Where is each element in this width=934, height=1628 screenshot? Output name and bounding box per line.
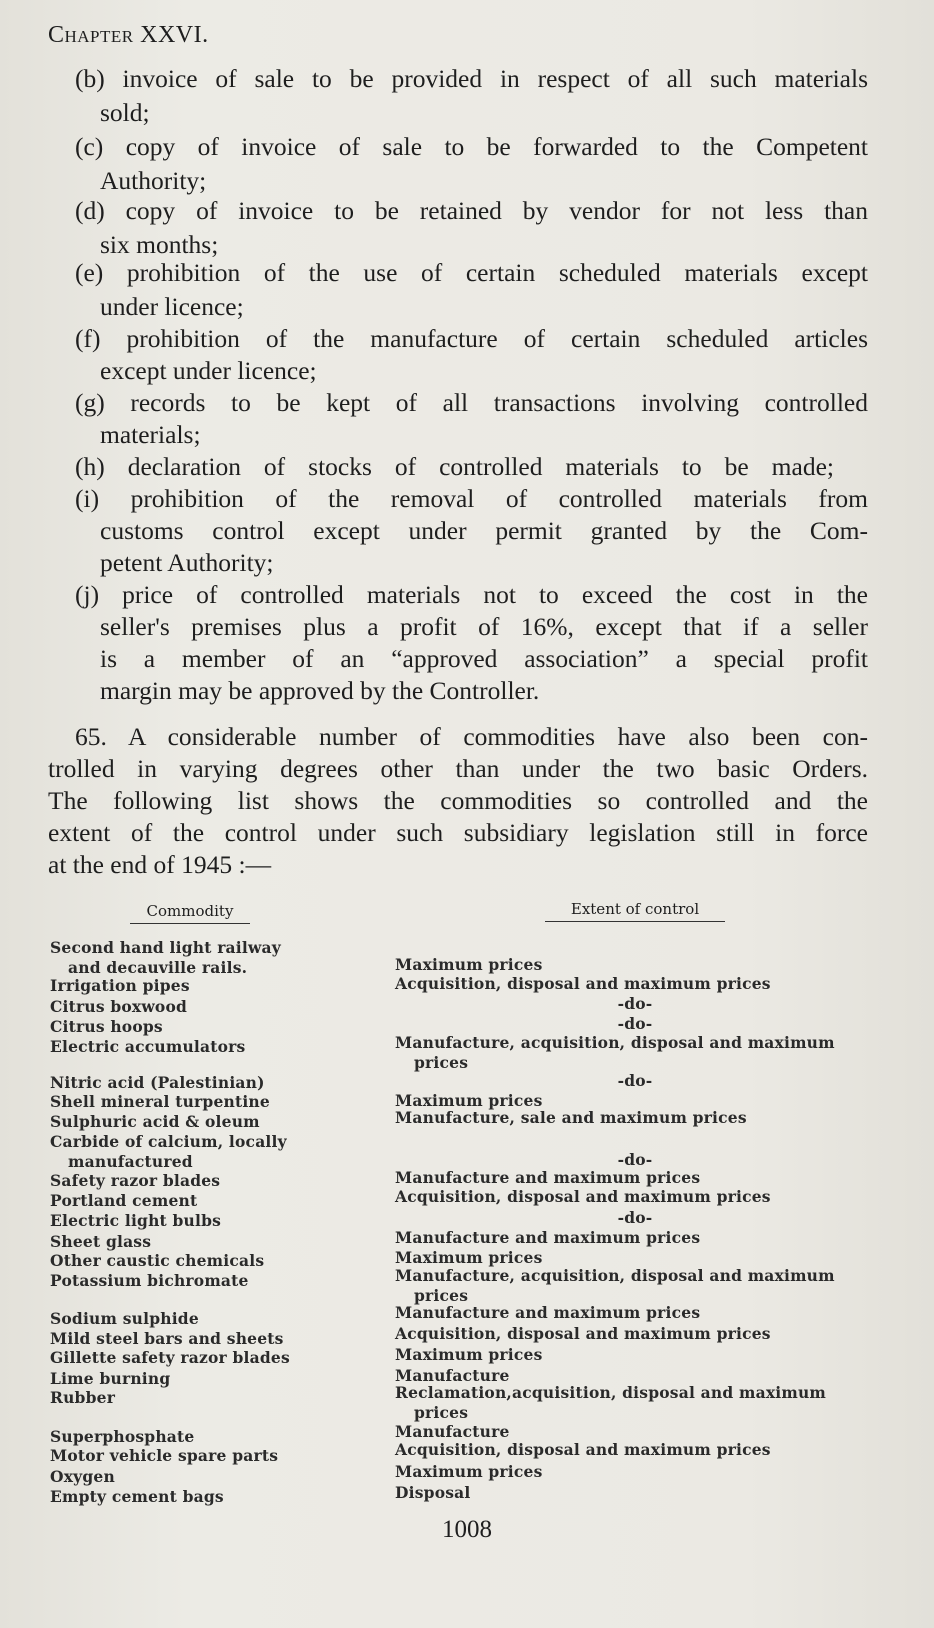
- control-cell: -do-: [617, 1208, 653, 1227]
- page-number: 1008: [442, 1516, 492, 1543]
- chapter-label: Chapter: [48, 22, 134, 48]
- control-cell: Manufacture and maximum prices: [395, 1228, 701, 1247]
- commodity-cell: Shell mineral turpentine: [50, 1092, 270, 1111]
- text-line: (f) prohibition of the manufacture of certain scheduled articles: [75, 324, 868, 353]
- control-cell: prices: [414, 1403, 469, 1422]
- control-cell: Manufacture and maximum prices: [395, 1303, 701, 1322]
- commodity-cell: Motor vehicle spare parts: [50, 1446, 279, 1465]
- text-line: (h) declaration of stocks of controlled materials to be made;: [75, 452, 834, 481]
- column-header: Commodity: [130, 902, 250, 924]
- control-cell: Acquisition, disposal and maximum prices: [395, 1324, 771, 1343]
- text-line: (d) copy of invoice to be retained by vendor for not less than: [75, 196, 868, 225]
- text-line: seller's premises plus a profit of 16%, except that if a seller: [100, 612, 868, 641]
- text-line: under licence;: [100, 292, 244, 321]
- control-cell: Acquisition, disposal and maximum prices: [395, 1440, 771, 1459]
- commodity-cell: Sulphuric acid & oleum: [50, 1112, 260, 1131]
- commodity-cell: Rubber: [50, 1388, 116, 1407]
- control-cell: Manufacture: [395, 1366, 510, 1385]
- text-line: materials;: [100, 420, 201, 449]
- text-line: The following list shows the commodities so controlled and the: [48, 786, 868, 815]
- commodity-cell: Electric accumulators: [50, 1037, 246, 1056]
- control-cell: Acquisition, disposal and maximum prices: [395, 974, 771, 993]
- commodity-cell: Citrus hoops: [50, 1017, 163, 1036]
- text-line: (b) invoice of sale to be provided in respect of all such materials: [75, 64, 868, 93]
- commodity-cell: Safety razor blades: [50, 1171, 221, 1190]
- commodity-cell: Electric light bulbs: [50, 1211, 222, 1230]
- text-line: (g) records to be kept of all transactions involving controlled: [75, 388, 868, 417]
- commodity-cell: Empty cement bags: [50, 1487, 224, 1506]
- control-cell: Acquisition, disposal and maximum prices: [395, 1187, 771, 1206]
- commodity-cell: Potassium bichromate: [50, 1271, 249, 1290]
- commodity-cell: Second hand light railway: [50, 938, 281, 957]
- commodity-cell: Mild steel bars and sheets: [50, 1329, 284, 1348]
- text-line: petent Authority;: [100, 548, 274, 577]
- text-line: Authority;: [100, 166, 207, 195]
- text-line: sold;: [100, 98, 150, 127]
- text-line: trolled in varying degrees other than under the two basic Orders.: [48, 754, 868, 783]
- text-line: (e) prohibition of the use of certain scheduled materials except: [75, 258, 868, 287]
- commodity-cell: Superphosphate: [50, 1427, 195, 1446]
- chapter-number: XXVI.: [140, 22, 209, 48]
- column-header: Extent of control: [545, 900, 725, 922]
- control-cell: Maximum prices: [395, 1248, 543, 1267]
- commodity-cell: Nitric acid (Palestinian): [50, 1073, 265, 1092]
- text-line: six months;: [100, 230, 219, 259]
- commodity-cell: Other caustic chemicals: [50, 1251, 265, 1270]
- control-cell: -do-: [617, 1071, 653, 1090]
- commodity-cell: Lime burning: [50, 1369, 171, 1388]
- commodity-cell: Portland cement: [50, 1191, 198, 1210]
- commodity-cell: Citrus boxwood: [50, 997, 188, 1016]
- commodity-cell: and decauville rails.: [68, 958, 248, 977]
- control-cell: prices: [414, 1053, 469, 1072]
- control-cell: Maximum prices: [395, 955, 543, 974]
- text-line: except under licence;: [100, 356, 317, 385]
- commodity-cell: Sodium sulphide: [50, 1309, 199, 1328]
- control-cell: Manufacture, acquisition, disposal and maximum: [395, 1033, 835, 1052]
- control-cell: Disposal: [395, 1483, 471, 1502]
- text-line: (j) price of controlled materials not to exceed the cost in the: [75, 580, 868, 609]
- commodity-cell: Gillette safety razor blades: [50, 1348, 290, 1367]
- text-line: is a member of an “approved association” a special profit: [100, 644, 868, 673]
- control-cell: Manufacture, acquisition, disposal and maximum: [395, 1266, 835, 1285]
- control-cell: Maximum prices: [395, 1091, 543, 1110]
- control-cell: Manufacture: [395, 1422, 510, 1441]
- commodity-cell: Irrigation pipes: [50, 976, 190, 995]
- commodity-cell: Oxygen: [50, 1467, 115, 1486]
- control-cell: -do-: [617, 994, 653, 1013]
- text-line: customs control except under permit granted by the Com-: [100, 516, 868, 545]
- text-line: at the end of 1945 :—: [48, 850, 272, 879]
- control-cell: Manufacture, sale and maximum prices: [395, 1108, 747, 1127]
- control-cell: Maximum prices: [395, 1345, 543, 1364]
- text-line: 65. A considerable number of commodities have also been con-: [75, 722, 868, 751]
- commodity-cell: Sheet glass: [50, 1232, 152, 1251]
- commodity-cell: Carbide of calcium, locally: [50, 1132, 287, 1151]
- text-line: margin may be approved by the Controller.: [100, 676, 540, 705]
- control-cell: Maximum prices: [395, 1462, 543, 1481]
- text-line: (c) copy of invoice of sale to be forwarded to the Competent: [75, 132, 868, 161]
- control-cell: -do-: [617, 1014, 653, 1033]
- control-cell: prices: [414, 1286, 469, 1305]
- control-cell: Reclamation,acquisition, disposal and maximum: [395, 1383, 827, 1402]
- text-line: (i) prohibition of the removal of controlled materials from: [75, 484, 868, 513]
- control-cell: -do-: [617, 1150, 653, 1169]
- control-cell: Manufacture and maximum prices: [395, 1168, 701, 1187]
- text-line: extent of the control under such subsidiary legislation still in force: [48, 818, 868, 847]
- commodity-cell: manufactured: [68, 1152, 193, 1171]
- chapter-heading: [48, 22, 209, 49]
